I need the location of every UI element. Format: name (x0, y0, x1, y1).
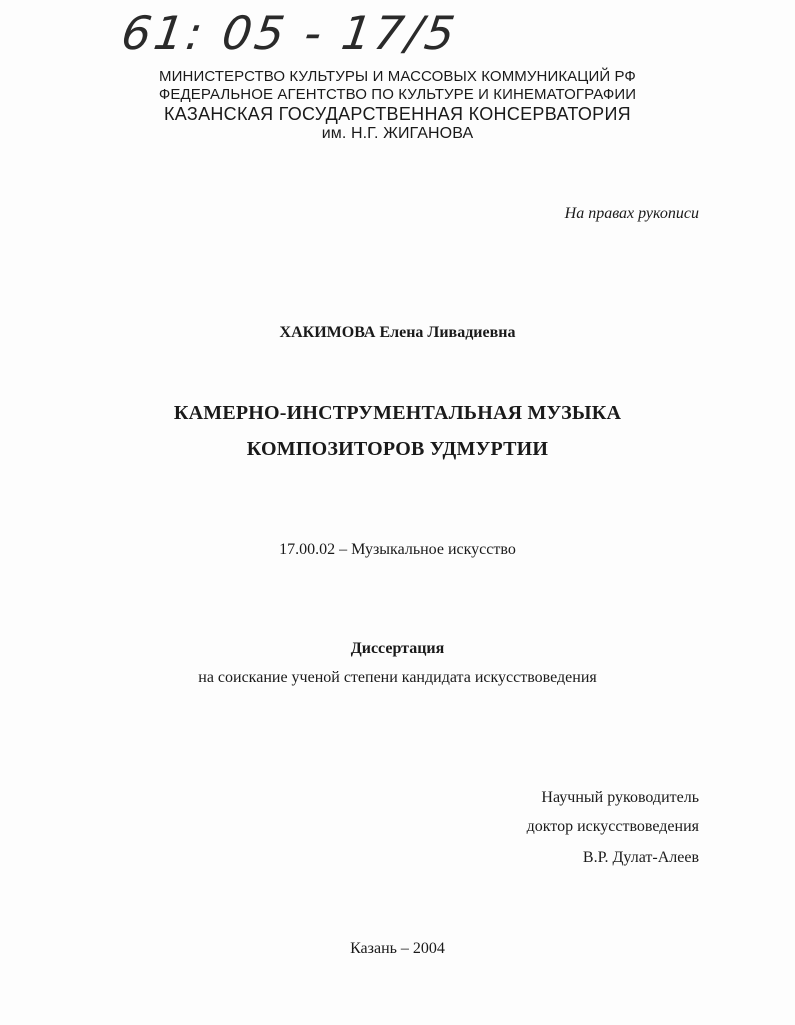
agency-line: ФЕДЕРАЛЬНОЕ АГЕНТСТВО ПО КУЛЬТУРЕ И КИНЕМАТОГРАФИИ (158, 86, 637, 103)
place-year: Казань – 2004 (350, 940, 445, 957)
ministry-line: МИНИСТЕРСТВО КУЛЬТУРЫ И МАССОВЫХ КОММУНИКАЦИЙ РФ (159, 68, 636, 85)
handwritten-catalog-number: 61: 05 - 17/5 (118, 6, 462, 60)
thesis-title-line-2: КОМПОЗИТОРОВ УДМУРТИИ (246, 438, 549, 460)
thesis-title-line-1: КАМЕРНО-ИНСТРУМЕНТАЛЬНАЯ МУЗЫКА (173, 402, 622, 424)
advisor-role: Научный руководитель (541, 789, 699, 806)
advisor-name: В.Р. Дулат-Алеев (582, 849, 699, 866)
author-name: ХАКИМОВА Елена Ливадиевна (279, 324, 516, 341)
conservatory-line: КАЗАНСКАЯ ГОСУДАРСТВЕННАЯ КОНСЕРВАТОРИЯ (164, 104, 631, 124)
conservatory-name-line: им. Н.Г. ЖИГАНОВА (321, 125, 474, 142)
manuscript-rights: На правах рукописи (564, 205, 699, 222)
degree-line: на соискание ученой степени кандидата искусствоведения (198, 669, 597, 686)
advisor-degree: доктор искусствоведения (526, 818, 699, 835)
specialty-code: 17.00.02 – Музыкальное искусство (279, 541, 516, 558)
thesis-label: Диссертация (350, 640, 445, 657)
